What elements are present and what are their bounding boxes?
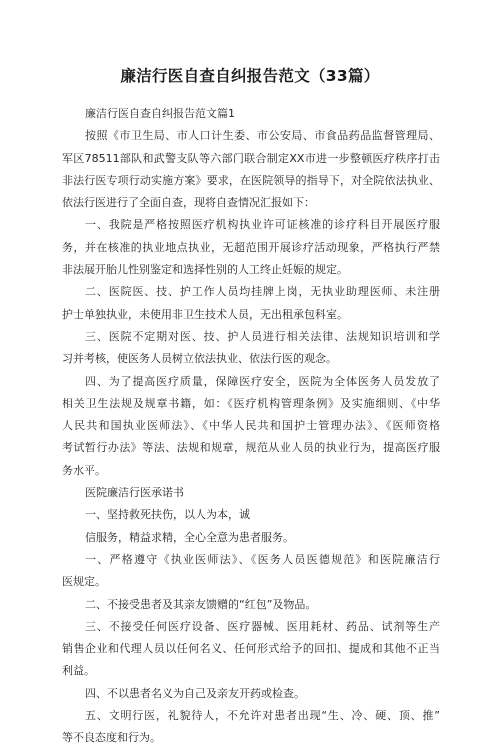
text-line: 五、文明行医，礼貌待人，不允许对患者出现“生、冷、硬、顶、推” <box>85 709 440 723</box>
text-line: 考试暂行办法》等法、法规和规章，规范从业人员的执业行为，提高医疗服 <box>62 441 440 455</box>
text-line: 信服务，精益求精，全心全意为患者服务。 <box>85 530 294 544</box>
text-line: 军区78511部队和武警支队等六部门联合制定XX市进一步整顿医疗秩序打击 <box>62 151 440 165</box>
text-line: 一、坚持救死扶伤，以人为本，诚 <box>85 508 250 522</box>
text-line: 利益。 <box>62 664 95 678</box>
text-line: 三、医院不定期对医、技、护人员进行相关法律、法规知识培训和学 <box>85 329 440 343</box>
text-line: 非法展开胎儿性别鉴定和选择性别的人工终止妊娠的规定。 <box>62 263 348 277</box>
text-line: 按照《市卫生局、市人口计生委、市公安局、市食品药品监督管理局、 <box>85 129 440 143</box>
text-line: 相关卫生法规及规章书籍，如：《医疗机构管理条例》及实施细则、《中华 <box>62 396 440 410</box>
text-line: 四、为了提高医疗质量，保障医疗安全，医院为全体医务人员发放了 <box>85 374 440 388</box>
text-line: 习并考核，使医务人员树立依法执业、依法行医的观念。 <box>62 352 337 366</box>
text-line: 医院廉洁行医承诺书 <box>85 486 184 500</box>
text-line: 二、医院医、技、护工作人员均挂牌上岗，无执业助理医师、未注册 <box>85 285 440 299</box>
text-line: 护士单独执业，未使用非卫生技术人员，无出租承包科室。 <box>62 307 348 321</box>
text-line: 医规定。 <box>62 575 106 589</box>
text-line: 人民共和国执业医师法》、《中华人民共和国护士管理办法》、《医师资格 <box>62 419 440 433</box>
text-line: 二、不接受患者及其亲友馈赠的“红包”及物品。 <box>85 597 317 611</box>
text-line: 四、不以患者名义为自己及亲友开药或检查。 <box>85 686 305 700</box>
text-line: 销售企业和代理人员以任何名义、任何形式给予的回扣、提成和其他不正当 <box>62 642 440 656</box>
text-line: 三、不接受任何医疗设备、医疗器械、医用耗材、药品、试剂等生产 <box>85 619 440 633</box>
text-line: 依法行医进行了全面自查，现将自查情况汇报如下： <box>62 196 315 210</box>
document-title: 廉洁行医自查自纠报告范文（33篇） <box>120 67 380 85</box>
text-line: 务，并在核准的执业地点执业，无超范围开展诊疗活动现象，严格执行严禁 <box>62 240 440 254</box>
document-body <box>62 103 440 750</box>
text-line: 非法行医专项行动实施方案》要求，在医院领导的指导下，对全院依法执业、 <box>62 173 440 187</box>
text-line: 一、严格遵守《执业医师法》、《医务人员医德规范》和医院廉洁行 <box>85 552 440 566</box>
text-line: 务水平。 <box>62 463 106 477</box>
text-line: 等不良态度和行为。 <box>62 731 161 745</box>
text-line: 廉洁行医自查自纠报告范文篇1 <box>85 107 235 120</box>
text-line: 一、我院是严格按照医疗机构执业许可证核准的诊疗科目开展医疗服 <box>85 218 440 232</box>
